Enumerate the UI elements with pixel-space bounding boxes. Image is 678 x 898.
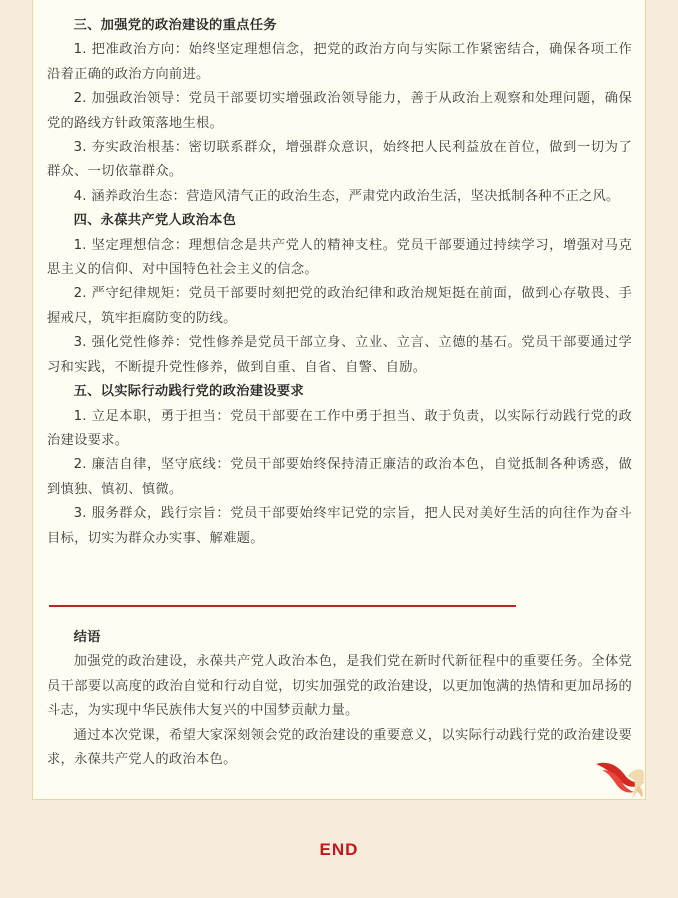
conclusion-paragraph-2: 通过本次党课，希望大家深刻领会党的政治建设的重要意义，以实际行动践行党的政治建设要求，永葆共产党人的政治本色。 (47, 727, 632, 768)
section4-item-3: 3. 强化党性修养：党性修养是党员干部立身、立业、立言、立德的基石。党员干部要通过学习和实践，不断提升党性修养，做到自重、自省、自警、自励。 (47, 335, 632, 375)
section3-item-2: 2. 加强政治领导：党员干部要切实增强政治领导能力，善于从政治上观察和处理问题，确保党的路线方针政策落地生根。 (47, 91, 632, 131)
section-heading-3: 三、加强党的政治建设的重点任务 (73, 18, 277, 33)
conclusion-block (47, 626, 632, 772)
end-label: END (319, 840, 359, 859)
section5-item-2: 2. 廉洁自律，坚守底线：党员干部要始终保持清正廉洁的政治本色，自觉抵制各种诱惑，做到慎独、慎初、慎微。 (47, 457, 632, 497)
section-heading-5: 五、以实际行动践行党的政治建设要求 (73, 384, 304, 400)
red-ribbon-icon (594, 758, 650, 800)
section4-item-2: 2. 严守纪律规矩：党员干部要时刻把党的政治纪律和政治规矩挺在前面，做到心存敬畏、手握戒尺，筑牢拒腐防变的防线。 (47, 286, 632, 326)
section5-item-3: 3. 服务群众，践行宗旨：党员干部要始终牢记党的宗旨，把人民对美好生活的向往作为奋斗目标，切实为群众办实事、解难题。 (47, 506, 632, 546)
conclusion-heading: 结语 (73, 630, 101, 645)
article-body (47, 14, 632, 551)
article-card (32, 0, 646, 800)
section5-item-1: 1. 立足本职，勇于担当：党员干部要在工作中勇于担当、敢于负责，以实际行动践行党的政治建设要求。 (47, 408, 632, 448)
conclusion-paragraph-1: 加强党的政治建设，永葆共产党人政治本色，是我们党在新时代新征程中的重要任务。全体党员干部要以高度的政治自觉和行动自觉，切实加强党的政治建设，以更加饱满的热情和更加昂扬的斗志，为实现中华民族伟大复兴的中国梦贡献力量。 (47, 654, 632, 719)
section3-item-1: 1. 把准政治方向：始终坚定理想信念，把党的政治方向与实际工作紧密结合，确保各项工作沿着正确的政治方向前进。 (47, 42, 632, 82)
section3-item-3: 3. 夯实政治根基：密切联系群众，增强群众意识，始终把人民利益放在首位，做到一切为了群众、一切依靠群众。 (47, 140, 632, 180)
section4-item-1: 1. 坚定理想信念：理想信念是共产党人的精神支柱。党员干部要通过持续学习，增强对马克思主义的信仰、对中国特色社会主义的信念。 (47, 237, 632, 278)
section3-item-4: 4. 涵养政治生态：营造风清气正的政治生态，严肃党内政治生活，坚决抵制各种不正之风。 (73, 188, 620, 204)
section-divider (49, 605, 516, 607)
section-heading-4: 四、永葆共产党人政治本色 (73, 213, 237, 229)
